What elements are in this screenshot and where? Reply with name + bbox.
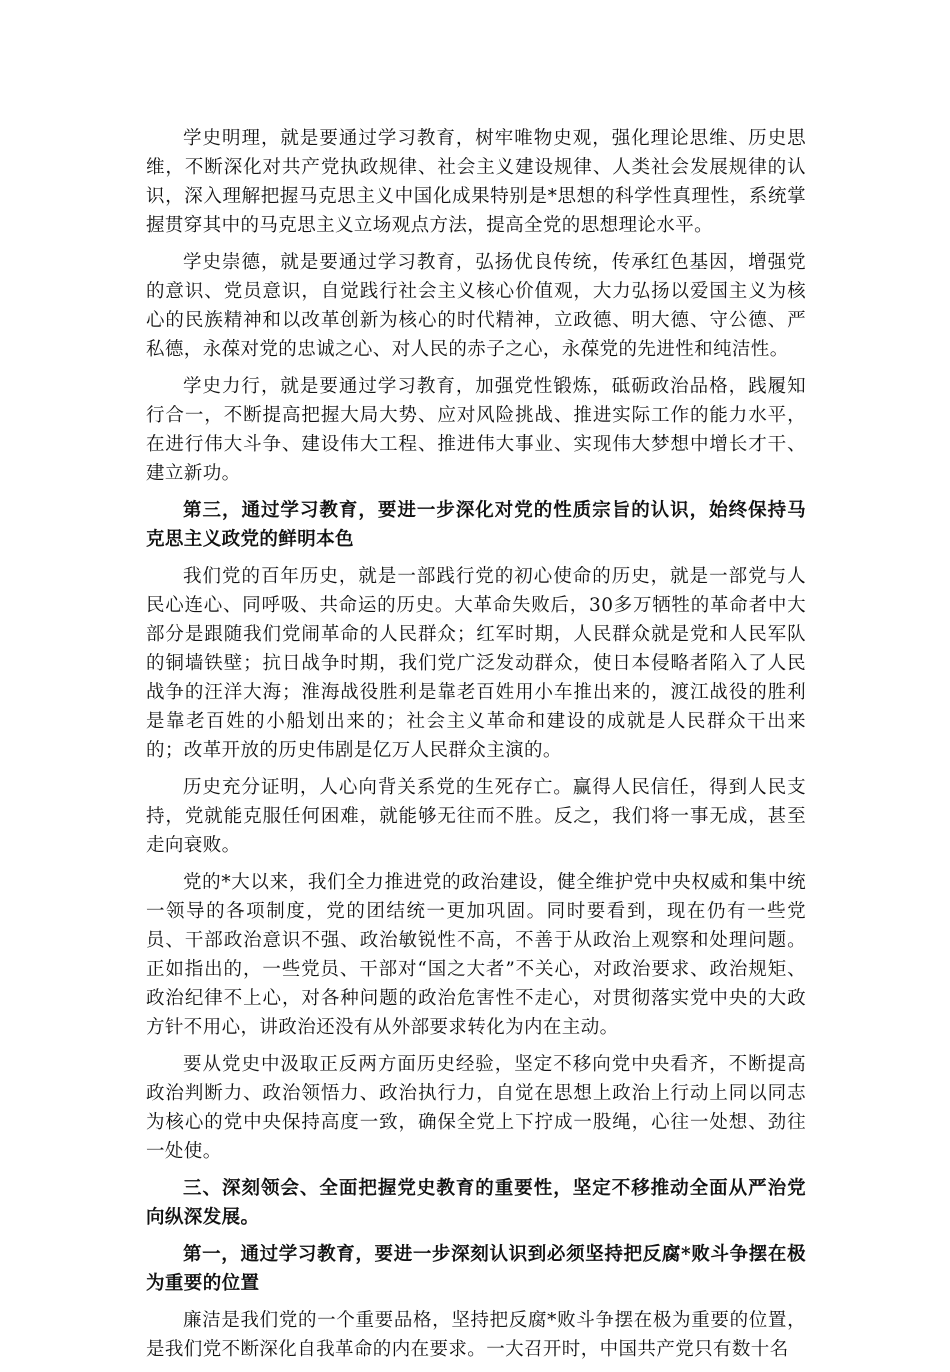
paragraph-xueshi-mingli: 学史明理，就是要通过学习教育，树牢唯物史观，强化理论思维、历史思维，不断深化对共产党执政规律、社会主义建设规律、人类社会发展规律的认识，深入理解把握马克思主义中国化成果特别是*思想的科学性真理性，系统掌握贯穿其中的马克思主义立场观点方法，提高全党的思想理论水平。 [146,128,806,236]
section-heading-first: 第一，通过学习教育，要进一步深刻认识到必须坚持把反腐*败斗争摆在极为重要的位置 [146,1244,806,1294]
section-heading-third: 第三，通过学习教育，要进一步深化对党的性质宗旨的认识，始终保持马克思主义政党的鲜明本色 [146,500,806,550]
paragraph-political-building: 党的*大以来，我们全力推进党的政治建设，健全维护党中央权威和集中统一领导的各项制度，党的团结统一更加巩固。同时要看到，现在仍有一些党员、干部政治意识不强、政治敏锐性不高，不善于从政治上观察和处理问题。正如指出的，一些党员、干部对“国之大者”不关心，对政治要求、政治规矩、政治纪律不上心，对各种问题的政治危害性不走心，对贯彻落实党中央的大政方针不用心，讲政治还没有从外部要求转化为内在主动。 [146,872,806,1038]
chapter-heading-three: 三、深刻领会、全面把握党史教育的重要性，坚定不移推动全面从严治党向纵深发展。 [146,1178,806,1228]
paragraph-xueshi-lixing: 学史力行，就是要通过学习教育，加强党性锻炼，砥砺政治品格，践履知行合一，不断提高把握大局大势、应对风险挑战、推进实际工作的能力水平，在进行伟大斗争、建设伟大工程、推进伟大事业、实现伟大梦想中增长才干、建立新功。 [146,376,806,484]
paragraph-xueshi-chongde: 学史崇德，就是要通过学习教育，弘扬优良传统，传承红色基因，增强党的意识、党员意识，自觉践行社会主义核心价值观，大力弘扬以爱国主义为核心的民族精神和以改革创新为核心的时代精神，立政德、明大德、守公德、严私德，永葆对党的忠诚之心、对人民的赤子之心，永葆党的先进性和纯洁性。 [146,252,806,360]
paragraph-integrity: 廉洁是我们党的一个重要品格，坚持把反腐*败斗争摆在极为重要的位置，是我们党不断深化自我革命的内在要求。一大召开时，中国共产党只有数十名 [146,1310,806,1360]
paragraph-lessons: 要从党史中汲取正反两方面历史经验，坚定不移向党中央看齐，不断提高政治判断力、政治领悟力、政治执行力，自觉在思想上政治上行动上同以同志为核心的党中央保持高度一致，确保全党上下拧成一股绳，心往一处想、劲往一处使。 [146,1054,806,1162]
paragraph-popular-support: 历史充分证明，人心向背关系党的生死存亡。赢得人民信任，得到人民支持，党就能克服任何困难，就能够无往而不胜。反之，我们将一事无成，甚至走向衰败。 [146,777,806,856]
document-body [146,124,806,1372]
paragraph-party-history: 我们党的百年历史，就是一部践行党的初心使命的历史，就是一部党与人民心连心、同呼吸、共命运的历史。大革命失败后，30多万牺牲的革命者中大部分是跟随我们党闹革命的人民群众；红军时期，人民群众就是党和人民军队的铜墙铁壁；抗日战争时期，我们党广泛发动群众，使日本侵略者陷入了人民战争的汪洋大海；淮海战役胜利是靠老百姓用小车推出来的，渡江战役的胜利是靠老百姓的小船划出来的；社会主义革命和建设的成就是人民群众干出来的；改革开放的历史伟剧是亿万人民群众主演的。 [146,566,806,761]
